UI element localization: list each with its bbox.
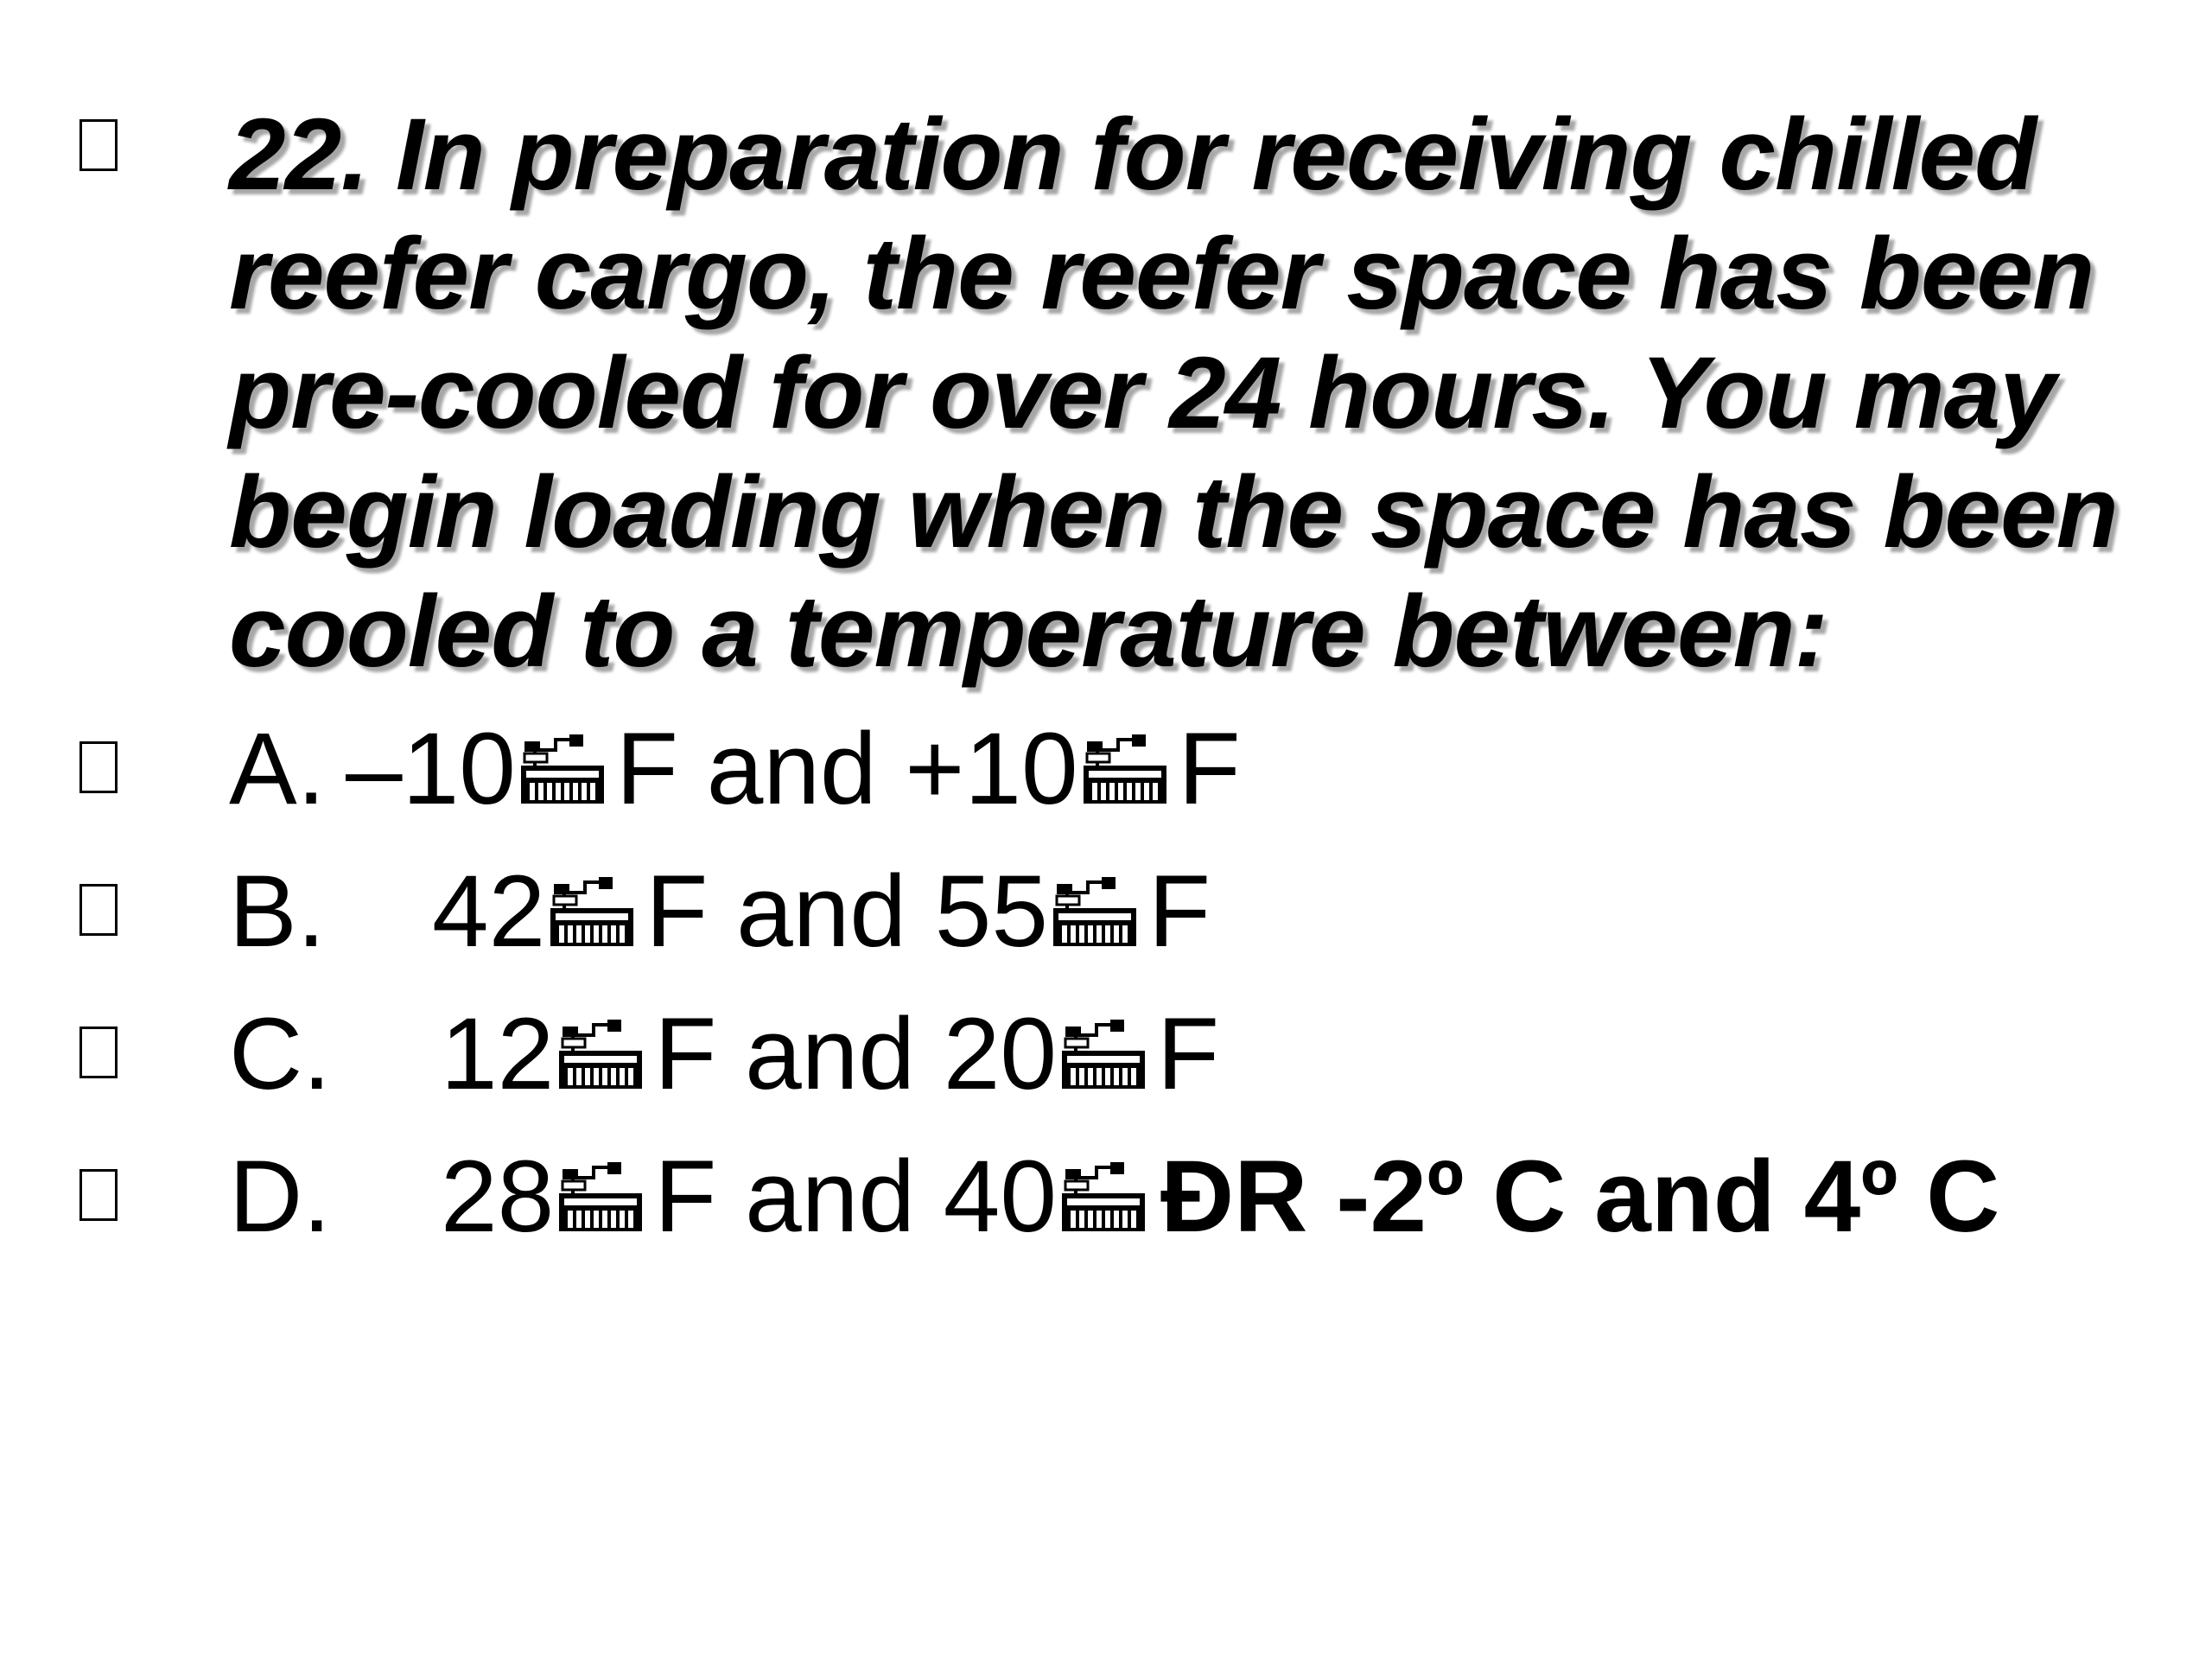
option-letter: C. <box>229 997 331 1111</box>
option-alternate-celsius: ÐR -2º C and 4º C <box>1160 1140 2000 1254</box>
keyboard-cable-icon <box>1080 731 1170 807</box>
option-mid-text: F and 40 <box>654 1140 1058 1254</box>
bullet-glyph-icon <box>79 1027 118 1078</box>
option-b <box>229 851 1211 972</box>
option-mid-text: F and +10 <box>615 712 1078 826</box>
bullet-glyph-icon <box>79 119 118 171</box>
bullet-glyph-icon <box>79 741 118 793</box>
option-low-value: 12 <box>441 997 555 1111</box>
option-d <box>229 1136 1999 1257</box>
keyboard-cable-icon <box>1058 1159 1148 1235</box>
option-unit: F <box>1148 855 1211 969</box>
option-mid-text: F and 20 <box>654 997 1058 1111</box>
keyboard-cable-icon <box>547 874 637 950</box>
keyboard-cable-icon <box>556 1159 645 1235</box>
option-low-value: –10 <box>346 712 516 826</box>
option-low-value: 42 <box>432 855 546 969</box>
keyboard-cable-icon <box>518 731 607 807</box>
question-text: 22. In preparation for receiving chilled reefer cargo, the reefer space has been pre-cooled for over 24 hours. You may begin loading when the space has been cooled to a temperature between: <box>229 98 2118 689</box>
option-c <box>229 994 1219 1115</box>
option-letter: B. <box>229 855 326 969</box>
option-letter: A. <box>229 712 326 826</box>
keyboard-cable-icon <box>1058 1016 1148 1092</box>
option-low-value: 28 <box>441 1140 555 1254</box>
option-mid-text: F and 55 <box>645 855 1049 969</box>
option-a <box>229 709 1241 830</box>
keyboard-cable-icon <box>556 1016 645 1092</box>
bullet-glyph-icon <box>79 1169 118 1221</box>
bullet-glyph-icon <box>79 884 118 936</box>
option-unit: F <box>1178 712 1241 826</box>
option-letter: D. <box>229 1140 331 1254</box>
keyboard-cable-icon <box>1050 874 1140 950</box>
option-unit: F <box>1157 997 1220 1111</box>
